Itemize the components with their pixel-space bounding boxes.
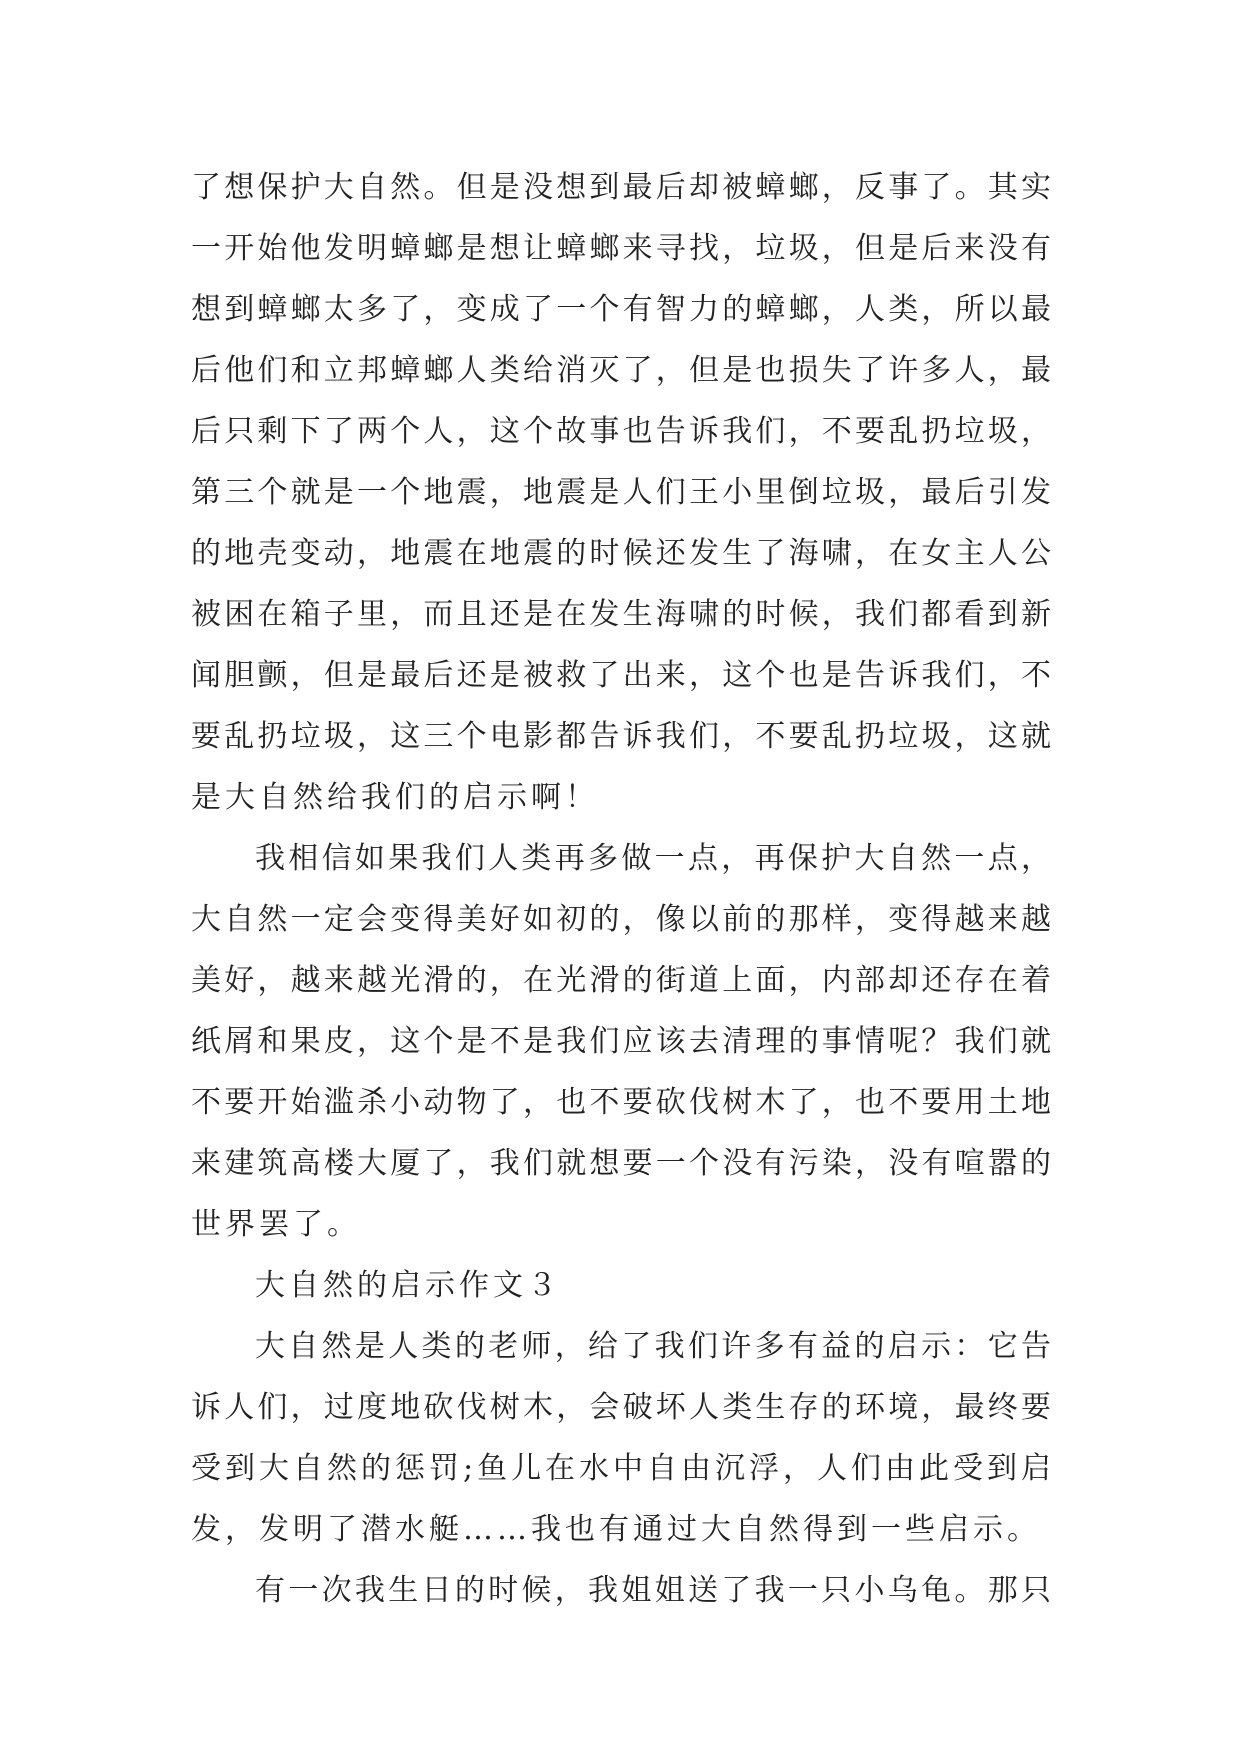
text-line: 诉人们，过度地砍伐树木，会破坏人类生存的环境，最终要 xyxy=(191,1390,1051,1425)
text-line: 世界罢了。 xyxy=(191,1207,361,1242)
text-line: 受到大自然的惩罚;鱼儿在水中自由沉浮，人们由此受到启 xyxy=(191,1451,1051,1486)
text-line: 大自然是人类的老师，给了我们许多有益的启示：它告 xyxy=(255,1329,1051,1364)
text-line: 后他们和立邦蟑螂人类给消灭了，但是也损失了许多人，最 xyxy=(191,353,1051,388)
text-line: 的地壳变动，地震在地震的时候还发生了海啸，在女主人公 xyxy=(191,536,1051,571)
text-line: 发，发明了潜水艇……我也有通过大自然得到一些启示。 xyxy=(191,1512,1041,1547)
text-line: 第三个就是一个地震，地震是人们王小里倒垃圾，最后引发 xyxy=(191,475,1051,510)
text-line: 不要开始滥杀小动物了，也不要砍伐树木了，也不要用土地 xyxy=(191,1085,1051,1120)
text-line: 要乱扔垃圾，这三个电影都告诉我们，不要乱扔垃圾，这就 xyxy=(191,719,1051,754)
text-line: 是大自然给我们的启示啊！ xyxy=(191,780,599,815)
text-line: 一开始他发明蟑螂是想让蟑螂来寻找，垃圾，但是后来没有 xyxy=(191,231,1051,266)
text-line: 我相信如果我们人类再多做一点，再保护大自然一点， xyxy=(255,841,1051,876)
text-line: 被困在箱子里，而且还是在发生海啸的时候，我们都看到新 xyxy=(191,597,1051,632)
text-line: 美好，越来越光滑的，在光滑的街道上面，内部却还存在着 xyxy=(191,963,1051,998)
text-line: 有一次我生日的时候，我姐姐送了我一只小乌龟。那只 xyxy=(255,1573,1051,1608)
text-line: 想到蟑螂太多了，变成了一个有智力的蟑螂，人类，所以最 xyxy=(191,292,1051,327)
document-body xyxy=(191,157,1051,1621)
text-line: 大自然一定会变得美好如初的，像以前的那样，变得越来越 xyxy=(191,902,1051,937)
text-line: 来建筑高楼大厦了，我们就想要一个没有污染，没有喧嚣的 xyxy=(191,1146,1051,1181)
text-line: 闻胆颤，但是最后还是被救了出来，这个也是告诉我们，不 xyxy=(191,658,1051,693)
text-line: 了想保护大自然。但是没想到最后却被蟑螂，反事了。其实 xyxy=(191,170,1051,205)
text-line: 后只剩下了两个人，这个故事也告诉我们，不要乱扔垃圾， xyxy=(191,414,1051,449)
section-heading: 大自然的启示作文３ xyxy=(255,1268,561,1303)
text-line: 纸屑和果皮，这个是不是我们应该去清理的事情呢？我们就 xyxy=(191,1024,1051,1059)
